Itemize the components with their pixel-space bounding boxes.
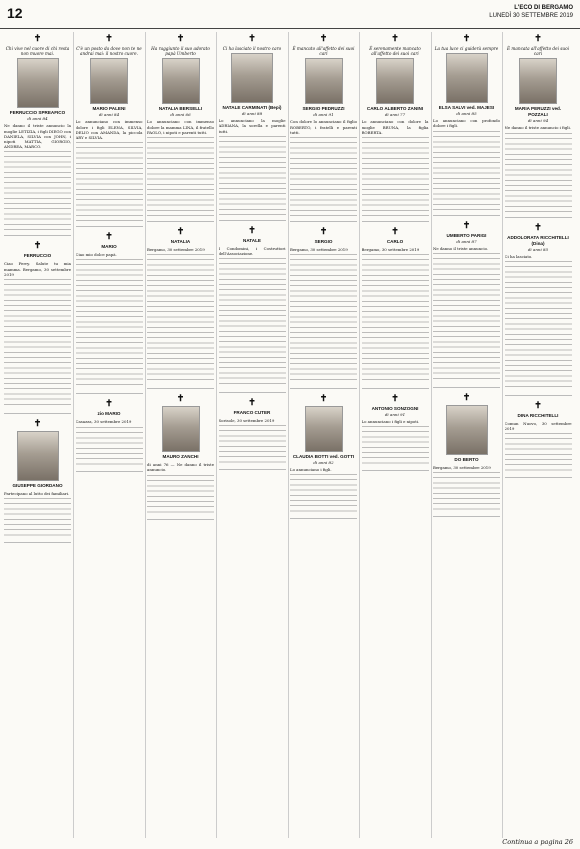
notice-text: Partecipano al lutto dei familiari.: [4, 491, 70, 497]
column-divider: [73, 32, 74, 838]
notice-body-lines: [505, 261, 572, 391]
column-divider: [288, 32, 289, 838]
notice-body-lines: [362, 426, 429, 466]
column-divider: [431, 32, 432, 838]
column-divider: [145, 32, 146, 838]
notice-divider: [4, 235, 71, 236]
notice-body-lines: [147, 137, 214, 217]
cross-icon: ✝: [176, 227, 185, 238]
notice-body-lines: [290, 254, 357, 384]
portrait-photo: [519, 58, 557, 104]
memorial-quote: Ha raggiunto il suo adorato papà Umberto: [151, 46, 210, 57]
notice-body-lines: [219, 136, 286, 216]
deceased-name: MAURO ZANCHI: [162, 454, 199, 460]
deceased-name: DO BERTO: [454, 456, 479, 462]
continued-note: Continua a pagina 26: [502, 838, 573, 846]
notice-text: Ciao Ferry. Salute tu mia mamma. Bergamo, 30 settembre 2019: [4, 261, 71, 277]
notice-text: I Condomini, i Costruttori dell'Associazione.: [218, 245, 286, 257]
obituary-column: [76, 32, 143, 838]
cross-icon: ✝: [248, 34, 256, 44]
notice-divider: [219, 392, 286, 393]
memorial-quote: È serenamente mancato all'affetto dei suoi cari: [369, 46, 421, 57]
death-notice: [290, 227, 357, 389]
cross-icon: ✝: [176, 34, 185, 44]
obituary-column: [147, 32, 214, 838]
age-line: di anni 88: [241, 111, 263, 117]
deceased-name: FERRUCCIO SPREAFICO: [9, 110, 66, 116]
cross-icon: ✝: [462, 392, 471, 403]
notice-text: Ne danno il triste annuncio la moglie LETIZIA, i figli DIEGO con DANIELA, SILVIA con JOHN, i nipoti MATTIA, GIORGIO, ANDREA, MARCO.: [4, 123, 71, 150]
portrait-photo: [305, 58, 343, 104]
cross-icon: ✝: [534, 400, 542, 411]
issue-date: LUNEDÌ 30 SETTEMBRE 2019: [489, 13, 573, 19]
page-header: [0, 0, 580, 29]
portrait-photo: [376, 58, 414, 104]
cross-icon: ✝: [33, 419, 42, 430]
cross-icon: ✝: [33, 34, 42, 44]
deceased-name: NATALE CARMINATI (Bepi): [222, 105, 282, 111]
deceased-name: DINA RICCHITELLI: [517, 412, 559, 418]
notice-body-lines: [290, 474, 357, 514]
death-notice: [362, 394, 429, 471]
notice-divider: [147, 388, 214, 389]
portrait-photo: [90, 58, 128, 104]
age-line: di anni 84: [27, 116, 48, 122]
deceased-name: GIUSEPPE GIORDANO: [12, 483, 63, 489]
portrait-photo: [231, 53, 273, 103]
notice-divider: [505, 217, 572, 218]
death-notice: [433, 221, 500, 388]
notice-body-lines: [505, 133, 572, 213]
age-line: di anni 87: [456, 238, 477, 244]
memorial-quote: C'è un posto da dove non te ne andrai mai: il nostro cuore.: [76, 46, 142, 57]
deceased-name: FRANCO CUTER: [233, 410, 271, 416]
notice-text: Lo annunciano con immenso dolore i figli ELENA, SILVIA, DELIO con AMANDA, la piccola ARY e SILVIA.: [75, 119, 143, 141]
notice-body-lines: [290, 137, 357, 217]
cross-icon: ✝: [534, 222, 542, 233]
death-notice: [4, 419, 71, 543]
notice-divider: [433, 387, 500, 388]
notice-body-lines: [433, 472, 500, 512]
notice-divider: [290, 221, 357, 222]
cross-icon: ✝: [105, 34, 113, 44]
portrait-photo: [446, 53, 488, 103]
age-line: di anni 77: [384, 112, 406, 118]
notice-body-lines: [147, 254, 214, 384]
death-notice: [76, 232, 143, 394]
notice-body-lines: [4, 151, 71, 231]
notice-body-lines: [76, 427, 143, 467]
notice-text: di anni 76 — Ne danno il triste annuncio.: [147, 462, 214, 473]
notice-divider: [76, 226, 143, 227]
death-notice: [147, 227, 214, 389]
death-notice: [219, 34, 286, 221]
death-notice: [505, 223, 572, 396]
notice-text: Bergamo, 30 settembre 2019: [147, 247, 205, 253]
memorial-quote: Ci ha lasciato il nostro caro: [222, 46, 282, 51]
deceased-name: ANTONIO SONZOGNI: [371, 406, 419, 412]
death-notice: [290, 394, 357, 519]
obituary-column: [505, 32, 572, 838]
death-notice: [219, 226, 286, 393]
obituary-column: [433, 32, 500, 838]
notice-text: Bergamo, 30 settembre 2019: [290, 247, 348, 253]
death-notice: [362, 34, 429, 222]
death-notice: [4, 34, 71, 236]
cross-icon: ✝: [105, 399, 113, 410]
page-number: 12: [7, 5, 23, 21]
notice-body-lines: [76, 259, 143, 389]
notice-body-lines: [147, 475, 214, 515]
notice-text: Con dolore lo annunciano il figlio ROBERTO, i fratelli e parenti tutti.: [290, 119, 357, 135]
deceased-name: UMBERTO PARIGI: [446, 232, 487, 238]
notice-text: Lo annunciano i figli.: [290, 467, 332, 473]
notice-text: Ne danno il triste annuncio i figli.: [504, 125, 571, 131]
notice-body-lines: [76, 142, 143, 222]
deceased-name: MARIA PERUZZI ved. POZZALI: [514, 106, 562, 118]
age-line: di anni 94: [527, 118, 549, 124]
deceased-name: CLAUDIA BOTTI ved. GOTTI: [292, 454, 355, 460]
age-line: di anni 66: [170, 112, 191, 118]
notice-text: Sorisole, 30 settembre 2019: [218, 418, 275, 424]
notice-divider: [290, 518, 357, 519]
column-divider: [502, 32, 503, 838]
portrait-photo: [17, 431, 59, 481]
age-line: di anni 84: [98, 112, 120, 118]
deceased-name: zio MARIO: [97, 411, 121, 417]
age-line: di anni 91: [313, 112, 334, 118]
death-notice: [219, 398, 286, 470]
obituary-column: [362, 32, 429, 838]
cross-icon: ✝: [391, 394, 399, 405]
age-line: di anni 91: [384, 412, 406, 418]
column-divider: [359, 32, 360, 838]
death-notice: [4, 241, 71, 414]
cross-icon: ✝: [462, 34, 471, 44]
notice-text: Lo annunciano con immenso dolore la mamma LINA, il fratello PAOLO, i nipoti e parenti tutti.: [147, 119, 214, 135]
notice-text: Lo annunciano con dolore la moglie BRUNA, la figlia ROBERTA.: [361, 119, 429, 135]
cross-icon: ✝: [248, 398, 256, 409]
newspaper-name: L'ECO DI BERGAMO: [514, 5, 573, 11]
deceased-name: FERRUCCIO: [23, 253, 52, 259]
notice-body-lines: [219, 258, 286, 388]
notice-divider: [147, 221, 214, 222]
notice-body-lines: [4, 498, 71, 538]
notice-divider: [219, 220, 286, 221]
notice-text: Lo annunciano con profondo dolore i figli.: [433, 118, 500, 129]
obituary-columns: [4, 32, 576, 838]
notice-body-lines: [219, 425, 286, 465]
death-notice: [76, 399, 143, 471]
age-line: di anni 82: [313, 460, 334, 466]
notice-divider: [433, 516, 500, 517]
cross-icon: ✝: [319, 227, 328, 238]
cross-icon: ✝: [176, 394, 185, 405]
deceased-name: ADDOLORATA RICCHITELLI (Dina): [507, 234, 569, 246]
memorial-quote: È mancato all'affetto dei suoi cari: [292, 46, 355, 57]
cross-icon: ✝: [248, 225, 256, 236]
memorial-quote: È mancata all'affetto dei suoi cari: [507, 46, 569, 57]
notice-divider: [219, 469, 286, 470]
portrait-photo: [305, 406, 343, 452]
obituary-column: [290, 32, 357, 838]
notice-divider: [505, 395, 572, 396]
notice-text: Comun Nuovo, 30 settembre 2019: [504, 420, 572, 432]
age-line: di anni 85: [527, 246, 549, 252]
memorial-quote: Chi vive nel cuore di chi resta non muore mai.: [5, 46, 70, 57]
notice-divider: [290, 388, 357, 389]
deceased-name: NATALIA: [170, 239, 191, 245]
cross-icon: ✝: [462, 220, 471, 231]
deceased-name: NATALE: [243, 237, 261, 243]
notice-text: Bergamo, 30 settembre 2019: [361, 247, 420, 253]
notice-divider: [76, 393, 143, 394]
portrait-photo: [17, 58, 59, 108]
newspaper-masthead: [489, 4, 573, 20]
cross-icon: ✝: [33, 241, 42, 252]
column-divider: [216, 32, 217, 838]
deceased-name: CARLO: [386, 239, 404, 245]
notice-divider: [76, 471, 143, 472]
notice-divider: [362, 388, 429, 389]
death-notice: [147, 34, 214, 222]
notice-body-lines: [4, 279, 71, 409]
death-notice: [505, 401, 572, 478]
notice-text: Ci ha lasciato.: [504, 253, 533, 259]
death-notice: [76, 34, 143, 227]
death-notice: [147, 394, 214, 519]
notice-divider: [433, 215, 500, 216]
notice-text: Lo annunciano i figli e nipoti.: [361, 419, 420, 425]
death-notice: [290, 34, 357, 222]
notice-divider: [362, 221, 429, 222]
notice-text: Casazza, 30 settembre 2019: [75, 419, 132, 425]
deceased-name: NATALIA BERSELLI: [158, 106, 203, 112]
obituary-column: [4, 32, 71, 838]
notice-divider: [362, 470, 429, 471]
cross-icon: ✝: [534, 34, 542, 44]
notice-body-lines: [433, 253, 500, 383]
deceased-name: CARLO ALBERTO ZANINI: [366, 106, 424, 112]
death-notice: [362, 227, 429, 389]
notice-text: Bergamo, 30 settembre 2019: [433, 464, 491, 470]
notice-body-lines: [362, 137, 429, 217]
notice-body-lines: [433, 131, 500, 211]
notice-divider: [147, 519, 214, 520]
notice-text: Ne danno il triste annuncio.: [433, 245, 489, 251]
cross-icon: ✝: [319, 34, 328, 44]
notice-body-lines: [362, 254, 429, 384]
cross-icon: ✝: [391, 227, 399, 238]
obituary-column: [219, 32, 286, 838]
portrait-photo: [446, 405, 488, 455]
notice-divider: [505, 477, 572, 478]
portrait-photo: [162, 58, 200, 104]
notice-divider: [4, 413, 71, 414]
death-notice: [433, 34, 500, 216]
deceased-name: ELSA SALVI ved. MAJESI: [438, 105, 495, 111]
cross-icon: ✝: [391, 34, 399, 44]
deceased-name: SERGIO PEDRUZZI: [302, 106, 345, 112]
deceased-name: MARIO: [101, 244, 117, 250]
death-notice: [505, 34, 572, 218]
notice-divider: [4, 542, 71, 543]
notice-body-lines: [505, 433, 572, 473]
death-notice: [433, 393, 500, 517]
deceased-name: MARIO PALENI: [92, 106, 126, 112]
notice-text: Lo annunciano la moglie ADRIANA, la sorella e parenti tutti.: [218, 118, 286, 134]
portrait-photo: [162, 406, 200, 452]
cross-icon: ✝: [105, 232, 113, 243]
notice-text: Ciao mio dolce papà.: [75, 252, 117, 258]
cross-icon: ✝: [319, 394, 328, 405]
memorial-quote: La tua luce ci guiderà sempre: [434, 46, 499, 51]
age-line: di anni 85: [456, 111, 477, 117]
deceased-name: SERGIO: [314, 239, 333, 245]
